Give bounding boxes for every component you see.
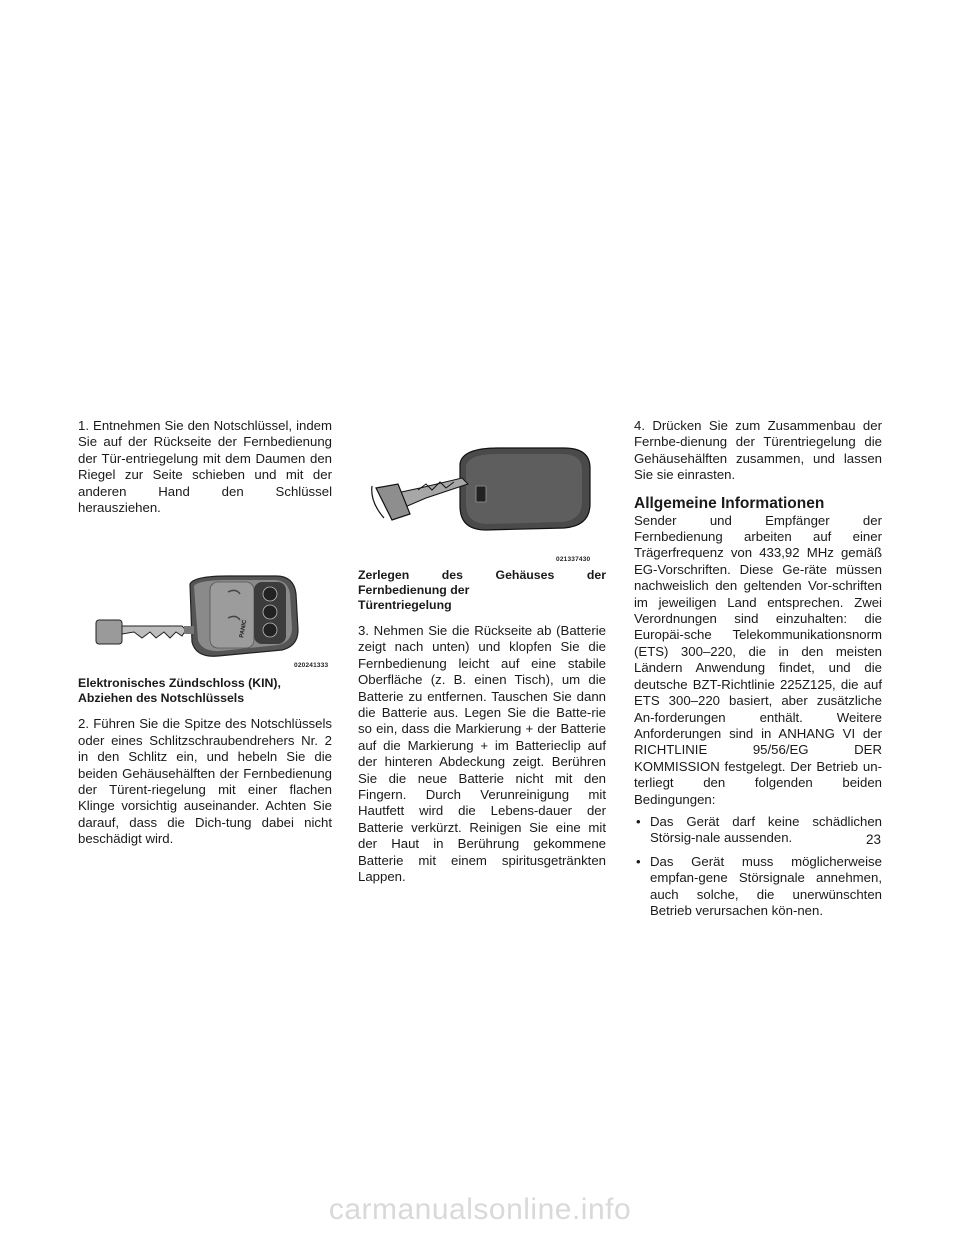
list-item [634, 814, 882, 847]
key-fob-illustration [78, 572, 332, 668]
conditions-list [634, 814, 882, 919]
fob-disassembly-illustration [358, 418, 606, 562]
figure-code: 020241333 [294, 662, 329, 670]
caption-line: Türentriegelung [358, 598, 452, 612]
figure-2-caption [358, 568, 606, 613]
figure-code: 021337430 [556, 556, 591, 563]
section-heading: Allgemeine Informationen [634, 494, 825, 512]
right-column [634, 418, 882, 926]
step-3-text: 3. Nehmen Sie die Rückseite ab (Batterie zeigt nach unten) und klopfen Sie die Fernbedienung leicht auf eine stabile Oberfläche (z. B. einen Tisch), um die Batterie zu entfernen. Tauschen Sie dann die Batterie aus. Legen Sie die Batte-rie so ein, dass die Markierung + der Batterie auf die Markierung + im Batterieclip auf der hinteren Abdeckung zeigt. Berühren Sie die neue Batterie nicht mit den Fingern. Durch Verunreinigung mit Hautfett wird die Lebens-dauer der Batterie verkürzt. Reinigen Sie eine mit der Haut in Berührung gekommene Batterie mit einem spiritusgetränkten Lappen. [358, 623, 606, 885]
list-item-text: Das Gerät muss möglicherweise empfan-gene Störsignale annehmen, auch solche, die unerwünschten Betrieb verursachen kön-nen. [650, 853, 882, 918]
step-1-text: 1. Entnehmen Sie den Notschlüssel, indem Sie auf der Rückseite der Fernbedienung der Tür-entriegelung mit dem Daumen den Riegel zur Seite schieben und mit der anderen Hand den Schlüssel herausziehen. [78, 418, 332, 516]
caption-line: Abziehen des Notschlüssels [78, 691, 245, 706]
bullet-icon: • [636, 853, 641, 869]
middle-column [358, 418, 606, 886]
figure-1-caption [78, 676, 332, 706]
fob-disassembly-figure [358, 418, 606, 562]
bullet-icon: • [636, 813, 641, 829]
list-item [634, 854, 882, 920]
watermark: carmanualsonline.info [328, 1193, 632, 1226]
step-4-text: 4. Drücken Sie zum Zusammenbau der Fernbe-dienung der Türentriegelung die Gehäusehälften zusammen, und lassen Sie sie einrasten. [634, 418, 882, 483]
key-fob-figure [78, 572, 332, 668]
panic-button-label: PANIC [239, 619, 249, 639]
list-item-text: Das Gerät darf keine schädlichen Störsig-nale aussenden. [650, 813, 882, 846]
general-info-paragraph: Sender und Empfänger der Fernbedienung arbeiten auf einer Trägerfrequenz von 433,92 MHz gemäß EG-Vorschriften. Diese Ge-räte müssen nachweislich den geltenden Vor-schriften im jeweiligen Land entsprechen. Zwei Verordnungen sind einzuhalten: die Europäi-sche Telekommunikationsnorm (ETS) 300–220, die in den meisten Ländern Anwendung findet, und die deutsche BZT-Richtlinie 225Z125, die auf ETS 300–220 basiert, aber zusätzliche An-forderungen enthält. Weitere Anforderungen sind in ANHANG VI der RICHTLINIE 95/56/EG DER KOMMISSION festgelegt. Der Betrieb un-terliegt den folgenden beiden Bedingungen: [634, 512, 882, 807]
step-2-text: 2. Führen Sie die Spitze des Notschlüssels oder eines Schlitzschraubendrehers Nr. 2 in den Schlitz ein, und hebeln Sie die beiden Gehäusehälften der Fernbedienung der Türent-riegelung mit einer flachen Klinge vorsichtig auseinander. Achten Sie darauf, dass die Dich-tung dabei nicht beschädigt wird. [78, 716, 332, 847]
page-number: 23 [866, 832, 882, 847]
caption-line: Elektronisches Zündschloss (KIN), [78, 676, 281, 691]
left-column [78, 418, 332, 848]
caption-line: Zerlegen des Gehäuses der Fernbedienung der [358, 568, 606, 597]
